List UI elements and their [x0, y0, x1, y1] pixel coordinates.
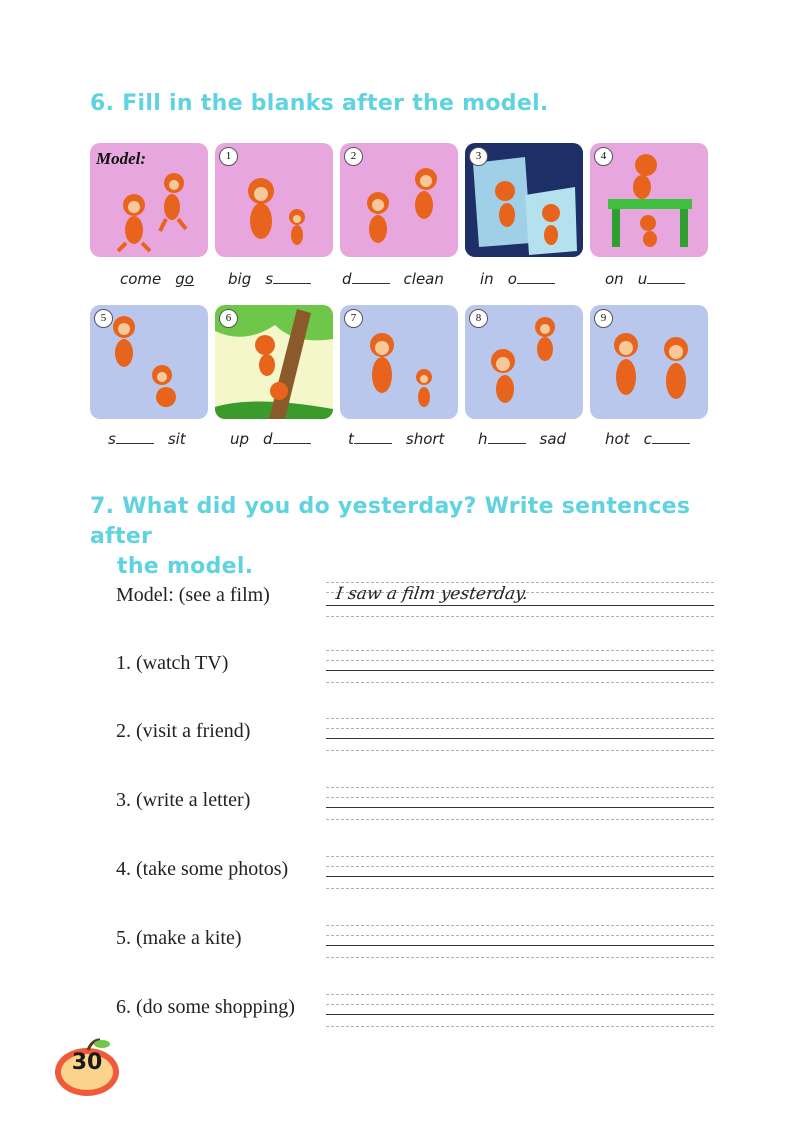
exercise-row-6	[116, 990, 716, 1030]
exercise-prompt: 3. (write a letter)	[116, 789, 251, 811]
answer-blank[interactable]	[273, 283, 311, 284]
panel-9	[590, 305, 708, 419]
exercise-row-1	[116, 646, 716, 686]
exercise-prompt: 2. (visit a friend)	[116, 720, 251, 742]
word-pair-3: in o	[480, 270, 555, 288]
writing-lines[interactable]	[326, 990, 714, 1028]
panel-5	[90, 305, 208, 419]
word-pair-6: up d	[230, 430, 311, 448]
panel-number: 9	[594, 309, 613, 328]
panel-4	[590, 143, 708, 257]
exercise-prompt: 6. (do some shopping)	[116, 996, 295, 1018]
writing-lines[interactable]	[326, 852, 714, 890]
answer-blank[interactable]	[354, 443, 392, 444]
answer-blank[interactable]	[488, 443, 526, 444]
panel-2	[340, 143, 458, 257]
answer-blank[interactable]	[116, 443, 154, 444]
panel-number: 4	[594, 147, 613, 166]
answer-blank[interactable]	[647, 283, 685, 284]
model-answer: I saw a film yesterday.	[334, 584, 530, 604]
writing-lines[interactable]	[326, 714, 714, 752]
answer-blank[interactable]	[273, 443, 311, 444]
section-7-heading: 7. What did you do yesterday? Write sentences after the model.	[90, 494, 691, 579]
page-number-badge	[52, 1038, 122, 1098]
panel-number: 3	[469, 147, 488, 166]
panel-7	[340, 305, 458, 419]
panel-8	[465, 305, 583, 419]
answer-blank[interactable]	[517, 283, 555, 284]
exercise-row-3	[116, 783, 716, 823]
exercise-prompt: 4. (take some photos)	[116, 858, 289, 880]
answer-blank[interactable]	[352, 283, 390, 284]
exercise-row-2	[116, 714, 716, 754]
panel-1	[215, 143, 333, 257]
writing-lines[interactable]	[326, 783, 714, 821]
panel-model	[90, 143, 208, 257]
writing-lines[interactable]	[326, 921, 714, 959]
writing-lines[interactable]	[326, 578, 714, 616]
word-pair-2: d clean	[342, 270, 444, 288]
panel-number: 8	[469, 309, 488, 328]
word-pair-8: h sad	[478, 430, 567, 448]
exercise-row-4	[116, 852, 716, 892]
model-label: Model:	[96, 149, 147, 168]
panel-number: 1	[219, 147, 238, 166]
exercise-row-5	[116, 921, 716, 961]
page-number: 30	[71, 1050, 103, 1075]
panel-number: 6	[219, 309, 238, 328]
word-pair-model: come go	[120, 270, 194, 288]
exercise-prompt: 5. (make a kite)	[116, 927, 242, 949]
panel-number: 5	[94, 309, 113, 328]
panel-number: 2	[344, 147, 363, 166]
model-row	[116, 578, 716, 618]
section-6-heading: 6. Fill in the blanks after the model.	[90, 91, 549, 116]
word-pair-9: hot c	[605, 430, 690, 448]
exercise-prompt: 1. (watch TV)	[116, 652, 229, 674]
panel-3	[465, 143, 583, 257]
model-label: Model: (see a film)	[116, 584, 270, 606]
panel-6	[215, 305, 333, 419]
writing-lines[interactable]	[326, 646, 714, 684]
word-pair-4: on u	[605, 270, 685, 288]
word-pair-7: t short	[348, 430, 445, 448]
word-pair-1: big s	[228, 270, 311, 288]
answer-blank[interactable]	[652, 443, 690, 444]
panel-number: 7	[344, 309, 363, 328]
word-pair-5: s sit	[108, 430, 186, 448]
